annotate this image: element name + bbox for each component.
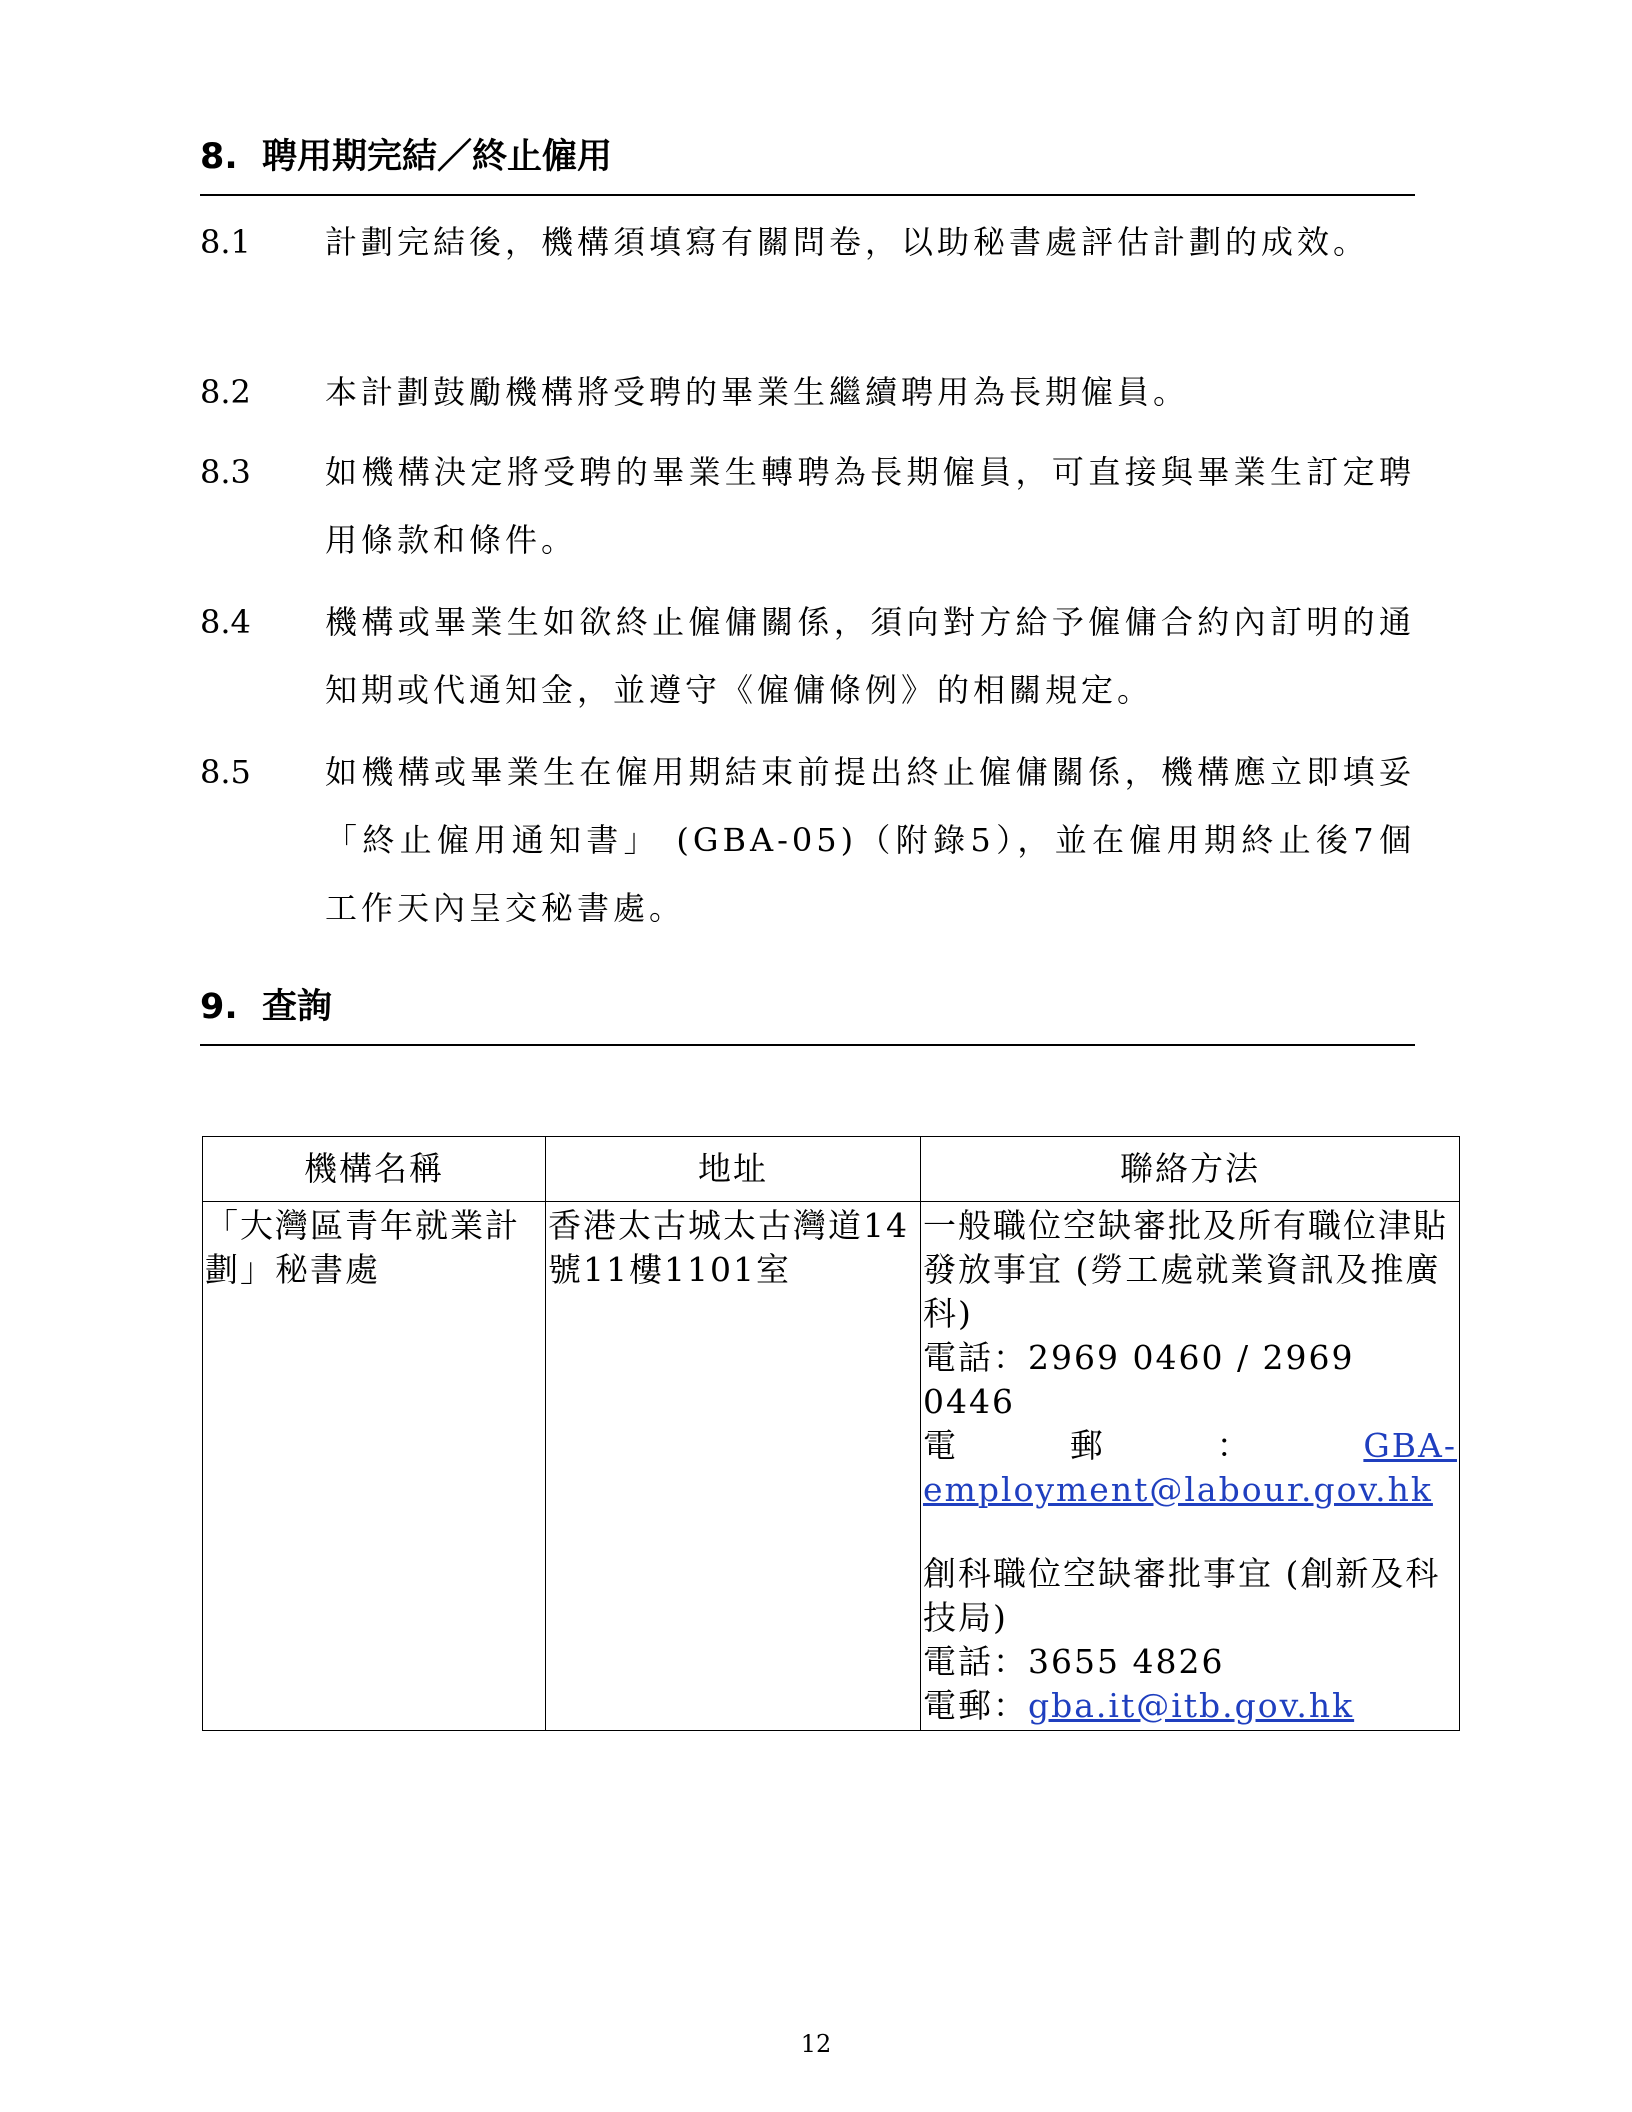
- item-8-2: [200, 358, 1415, 426]
- section-9-heading: [200, 982, 1415, 1046]
- section-9-title: 查詢: [262, 987, 333, 1027]
- page-number: 12: [800, 2030, 832, 2058]
- item-number: 8.3: [200, 453, 251, 491]
- item-8-4: [200, 588, 1415, 724]
- item-8-1: [200, 208, 1415, 276]
- spacer: [923, 1512, 1457, 1552]
- item-number: 8.5: [200, 753, 251, 791]
- item-number: 8.2: [200, 373, 251, 411]
- section-8-title: 聘用期完結／終止僱用: [262, 137, 613, 177]
- item-text: 計劃完結後，機構須填寫有關問卷，以助秘書處評估計劃的成效。: [325, 223, 1370, 261]
- contact-1-description: 一般職位空缺審批及所有職位津貼發放事宜 (勞工處就業資訊及推廣科): [923, 1206, 1448, 1333]
- contact-2-email-label: 電郵：: [923, 1686, 1028, 1725]
- section-8-number: 8.: [200, 137, 238, 177]
- email-label-colon: ：: [1216, 1426, 1252, 1465]
- table-row: [203, 1202, 1460, 1731]
- item-text: 本計劃鼓勵機構將受聘的畢業生繼續聘用為長期僱員。: [325, 373, 1190, 411]
- section-9-number: 9.: [200, 987, 238, 1027]
- contact-1-email-row: [923, 1424, 1457, 1468]
- item-text: 機構或畢業生如欲終止僱傭關係，須向對方給予僱傭合約內訂明的通知期或代通知金，並遵守《僱傭條例》的相關規定。: [325, 603, 1415, 709]
- item-8-3: [200, 438, 1415, 574]
- contact-table: [202, 1136, 1460, 1731]
- contact-1-email-link-part1[interactable]: GBA-: [1363, 1426, 1457, 1465]
- section-8-heading: [200, 132, 1415, 196]
- contact-2-description: 創科職位空缺審批事宜 (創新及科技局): [923, 1554, 1441, 1637]
- header-contact: 聯絡方法: [921, 1137, 1460, 1202]
- header-address: 地址: [546, 1137, 921, 1202]
- contact-1-email-link-part2[interactable]: employment@labour.gov.hk: [923, 1470, 1433, 1509]
- contact-2-phone: 電話：3655 4826: [923, 1642, 1225, 1681]
- address-cell: 香港太古城太古灣道14號11樓1101室: [546, 1202, 921, 1731]
- email-label-char-1: 電: [923, 1426, 958, 1465]
- contact-1-phone: 電話：2969 0460 / 2969 0446: [923, 1338, 1355, 1421]
- item-text: 如機構決定將受聘的畢業生轉聘為長期僱員，可直接與畢業生訂定聘用條款和條件。: [325, 453, 1415, 559]
- item-number: 8.4: [200, 603, 251, 641]
- email-label-char-2: 郵: [1069, 1426, 1105, 1465]
- table-header-row: [203, 1137, 1460, 1202]
- contact-2-email-row: [923, 1684, 1457, 1728]
- item-8-5: [200, 738, 1415, 942]
- item-number: 8.1: [200, 223, 251, 261]
- contact-2-email-link[interactable]: gba.it@itb.gov.hk: [1028, 1686, 1355, 1725]
- item-text: 如機構或畢業生在僱用期結束前提出終止僱傭關係，機構應立即填妥「終止僱用通知書」 (GBA-05)（附錄5），並在僱用期終止後7個工作天內呈交秘書處。: [325, 753, 1415, 927]
- contact-cell: [921, 1202, 1460, 1731]
- organization-cell: 「大灣區青年就業計劃」秘書處: [203, 1202, 546, 1731]
- header-organization: 機構名稱: [203, 1137, 546, 1202]
